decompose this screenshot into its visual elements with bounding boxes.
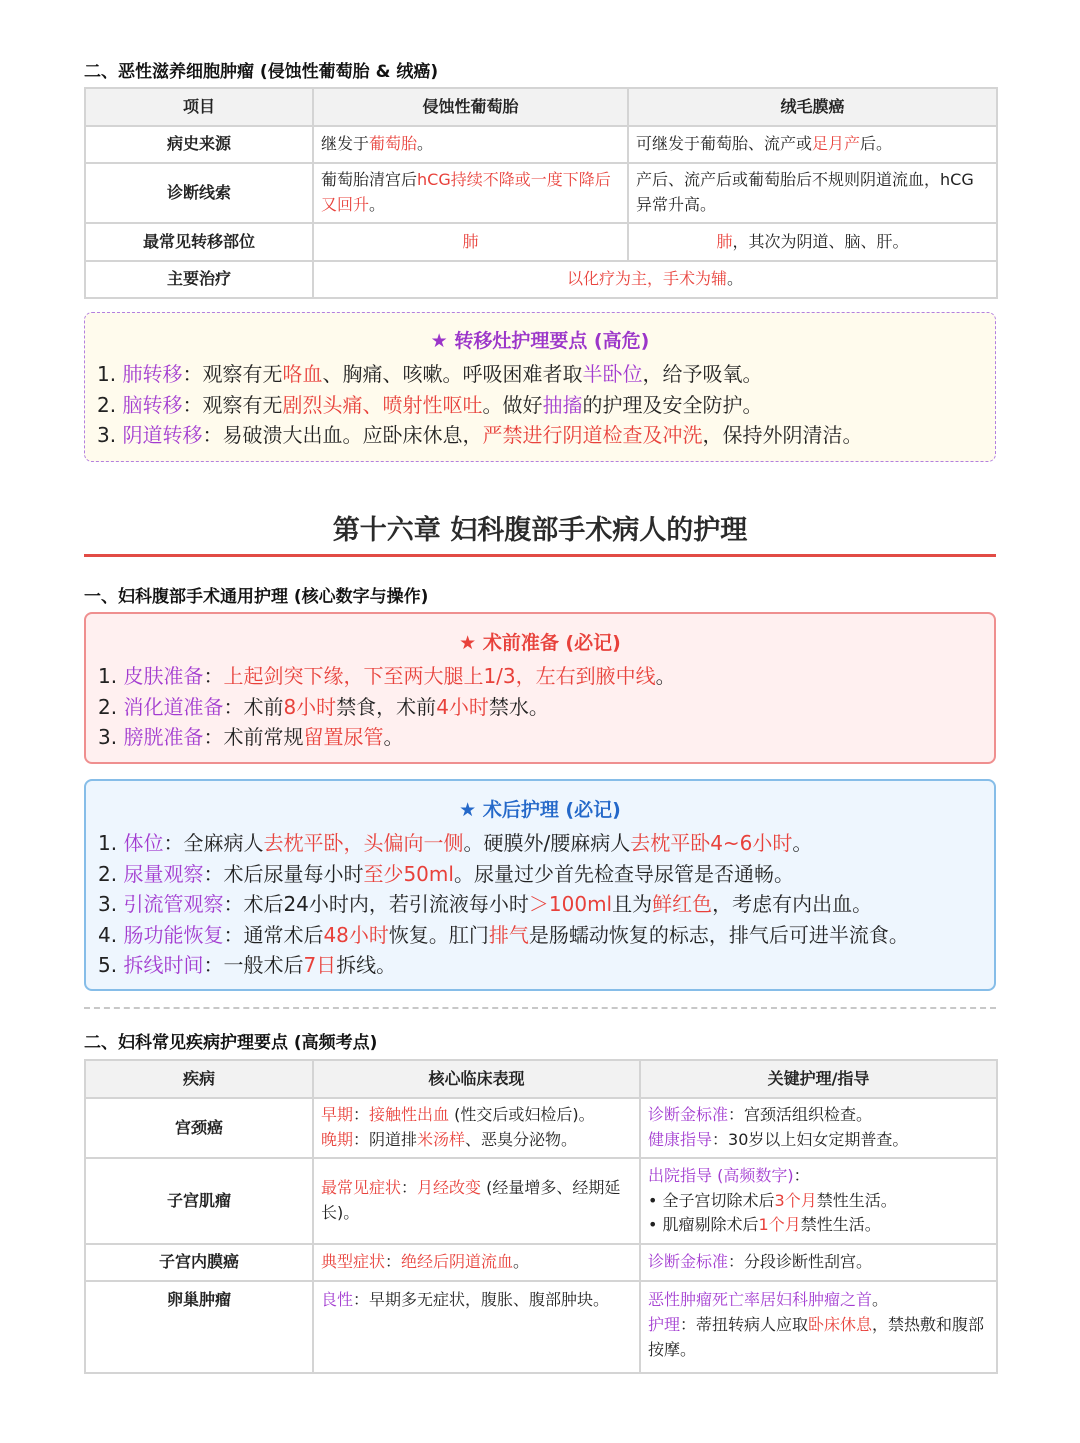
common-diseases-table	[84, 1059, 998, 1374]
list-item: 1. 体位：全麻病人去枕平卧，头偏向一侧。硬膜外/腰麻病人去枕平卧4~6小时。	[98, 831, 813, 855]
table-cell: 以化疗为主，手术为辅。	[313, 261, 997, 298]
table-cell: 肺，其次为阴道、脑、肝。	[628, 223, 997, 261]
preop-box	[84, 612, 996, 764]
table-header-row	[85, 1060, 997, 1098]
col-header-item: 项目	[85, 88, 313, 126]
table-cell: 葡萄胎清宫后hCG持续不降或一度下降后又回升。	[313, 163, 628, 223]
col-header-guidance: 关键护理/指导	[640, 1060, 997, 1098]
row-label: 病史来源	[85, 126, 313, 163]
table-cell: 诊断金标准：分段诊断性刮宫。	[640, 1244, 997, 1281]
table-row	[85, 126, 997, 163]
table-row	[85, 223, 997, 261]
section-title-malignant-trophoblastic: 二、恶性滋养细胞肿瘤 (侵蚀性葡萄胎 & 绒癌)	[84, 62, 439, 82]
table-row	[85, 1098, 997, 1158]
row-label: 卵巢肿瘤	[85, 1281, 313, 1373]
col-header-clinical: 核心临床表现	[313, 1060, 640, 1098]
list-item: 3. 引流管观察：术后24小时内，若引流液每小时＞100ml且为鲜红色，考虑有内出血。	[98, 892, 873, 916]
list-item: 1. 肺转移：观察有无咯血、胸痛、咳嗽。呼吸困难者取半卧位，给予吸氧。	[97, 362, 763, 386]
row-label: 子宫内膜癌	[85, 1244, 313, 1281]
table-cell: 典型症状：绝经后阴道流血。	[313, 1244, 640, 1281]
list-item: 1. 皮肤准备：上起剑突下缘，下至两大腿上1/3，左右到腋中线。	[98, 664, 676, 688]
section-title-general-nursing: 一、妇科腹部手术通用护理 (核心数字与操作)	[84, 587, 429, 607]
table-row	[85, 261, 997, 298]
table-cell: 诊断金标准：宫颈活组织检查。 健康指导：30岁以上妇女定期普查。	[640, 1098, 997, 1158]
table-cell: 早期：接触性出血 (性交后或妇检后)。 晚期：阴道排米汤样、恶臭分泌物。	[313, 1098, 640, 1158]
row-label: 子宫肌瘤	[85, 1158, 313, 1244]
list-item: 5. 拆线时间：一般术后7日拆线。	[98, 953, 397, 977]
table-row	[85, 1281, 997, 1373]
trophoblastic-tumor-table	[84, 87, 998, 299]
section-title-common-diseases: 二、妇科常见疾病护理要点 (高频考点)	[84, 1033, 378, 1053]
metastasis-nursing-box	[84, 312, 996, 462]
row-label: 主要治疗	[85, 261, 313, 298]
table-cell: 恶性肿瘤死亡率居妇科肿瘤之首。 护理：蒂扭转病人应取卧床休息，禁热敷和腹部按摩。	[640, 1281, 997, 1373]
list-item: 4. 肠功能恢复：通常术后48小时恢复。肛门排气是肠蠕动恢复的标志，排气后可进半流食。	[98, 922, 909, 947]
row-label: 宫颈癌	[85, 1098, 313, 1158]
col-header-disease: 疾病	[85, 1060, 313, 1098]
row-label: 诊断线索	[85, 163, 313, 223]
table-cell: 产后、流产后或葡萄胎后不规则阴道流血，hCG异常升高。	[628, 163, 997, 223]
col-header-invasive-mole: 侵蚀性葡萄胎	[313, 88, 628, 126]
table-cell: 可继发于葡萄胎、流产或足月产后。	[628, 126, 997, 163]
table-row	[85, 163, 997, 223]
table-cell: 最常见症状：月经改变 (经量增多、经期延长)。	[313, 1158, 640, 1244]
table-row	[85, 1158, 997, 1244]
box-title: ★ 术前准备 (必记)	[459, 632, 621, 654]
list-item: 2. 尿量观察：术后尿量每小时至少50ml。尿量过少首先检查导尿管是否通畅。	[98, 861, 794, 886]
box-title: ★ 术后护理 (必记)	[459, 799, 621, 821]
table-cell: 肺	[313, 223, 628, 261]
chapter-divider	[84, 554, 996, 557]
row-label: 最常见转移部位	[85, 223, 313, 261]
list-item: 2. 脑转移：观察有无剧烈头痛、喷射性呕吐。做好抽搐的护理及安全防护。	[97, 392, 763, 417]
list-item: 2. 消化道准备：术前8小时禁食，术前4小时禁水。	[98, 694, 549, 719]
table-row	[85, 1244, 997, 1281]
table-cell: 继发于葡萄胎。	[313, 126, 628, 163]
box-title: ★ 转移灶护理要点 (高危)	[430, 330, 650, 352]
list-item: 3. 阴道转移：易破溃大出血。应卧床休息，严禁进行阴道检查及冲洗，保持外阴清洁。	[97, 423, 863, 447]
col-header-choriocarcinoma: 绒毛膜癌	[628, 88, 997, 126]
list-item: 3. 膀胱准备：术前常规留置尿管。	[98, 725, 404, 749]
section-divider	[84, 1007, 996, 1009]
table-cell: 出院指导 (高频数字)： • 全子宫切除术后3个月禁性生活。 • 肌瘤剔除术后1个月禁性生活。	[640, 1158, 997, 1244]
chapter-title: 第十六章 妇科腹部手术病人的护理	[332, 515, 748, 546]
table-cell: 良性：早期多无症状，腹胀、腹部肿块。	[313, 1281, 640, 1373]
table-header-row	[85, 88, 997, 126]
postop-box	[84, 779, 996, 991]
